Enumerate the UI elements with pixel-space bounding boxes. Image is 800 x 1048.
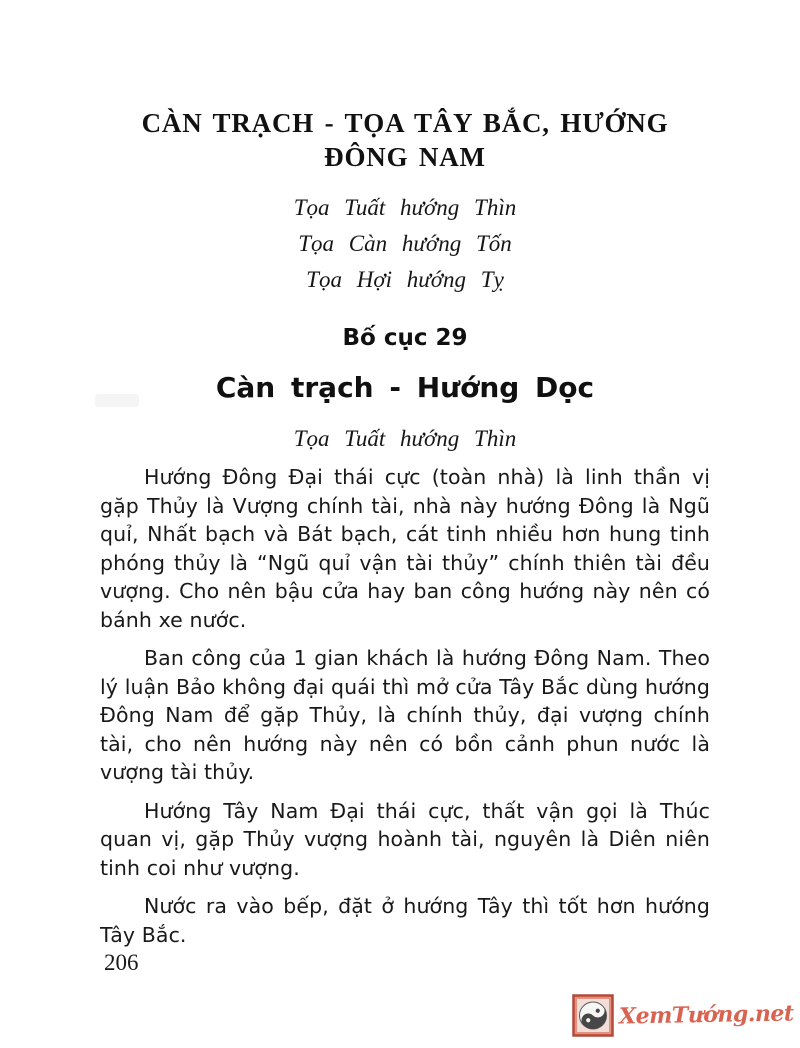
scan-artifact — [95, 394, 139, 407]
layout-subtitle: Tọa Tuất hướng Thìn — [293, 426, 517, 451]
paragraph: Ban công của 1 gian khách là hướng Đông Nam. Theo lý luận Bảo không đại quái thì mở cửa Tây Bắc dùng hướng Đông Nam để gặp Thủy, là chính thủy, đại vượng chính tài, cho nên hướng này nên có bồn cảnh phun nước là vượng tài thủy. — [100, 646, 710, 784]
orientation-line: Tọa Hợi hướng Tỵ — [306, 267, 504, 292]
yin-yang-icon — [572, 993, 614, 1037]
orientation-lines — [100, 190, 710, 298]
orientation-line: Tọa Tuất hướng Thìn — [293, 195, 517, 220]
paragraph: Hướng Đông Đại thái cực (toàn nhà) là linh thần vị gặp Thủy là Vượng chính tài, nhà này hướng Đông là Ngũ quỉ, Nhất bạch và Bát bạch, cát tinh nhiều hơn hung tinh phóng thủy là “Ngũ quỉ vận tài thủy” chính thiên tài đều vượng. Cho nên bậu cửa hay ban công hướng này nên có bánh xe nước. — [100, 465, 710, 632]
layout-label: Bố cục 29 — [342, 325, 468, 351]
watermark — [572, 993, 794, 1037]
page-title-line1: CÀN TRẠCH - TỌA TÂY BẮC, HƯỚNG — [141, 108, 669, 138]
page-title-line2: ĐÔNG NAM — [324, 142, 486, 172]
watermark-site-name: XemTướng.net — [619, 1000, 795, 1030]
page-content — [100, 0, 710, 959]
orientation-line: Tọa Càn hướng Tốn — [298, 231, 512, 256]
paragraph: Hướng Tây Nam Đại thái cực, thất vận gọi là Thúc quan vị, gặp Thủy vượng hoành tài, nguyên là Diên niên tinh coi như vượng. — [100, 798, 710, 880]
page-number: 206 — [104, 950, 139, 975]
layout-title: Càn trạch - Hướng Dọc — [215, 371, 595, 404]
page-title — [100, 106, 710, 174]
paragraph: Nước ra vào bếp, đặt ở hướng Tây thì tốt hơn hướng Tây Bắc. — [100, 894, 710, 947]
